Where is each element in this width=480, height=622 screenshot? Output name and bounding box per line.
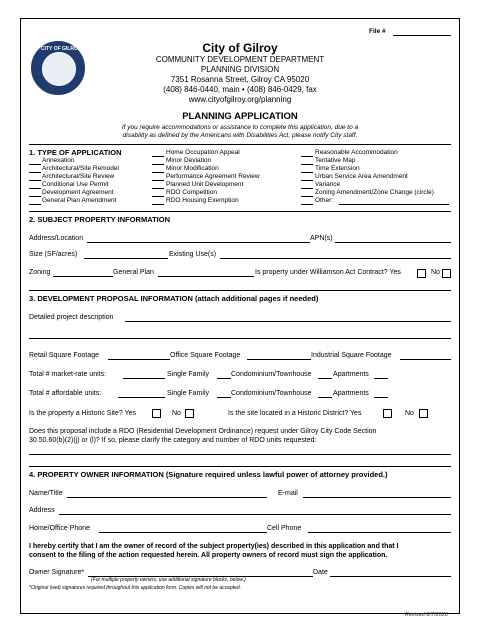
checkbox-line[interactable] [152,172,164,173]
application-form [20,18,460,614]
option-label: RDO Housing Exemption [166,197,239,204]
option-label: Conditional Use Permit [42,181,109,188]
original-signature-note: *Original (wet) signatures required throughout this application form. Copies will not be accepted. [29,585,242,591]
revision-date: Revised 8/7/2026 [405,612,448,618]
affordable-condo-label: Condominium/Townhouse [231,390,312,397]
divider [29,290,451,291]
industrial-sf-label: Industrial Square Footage [311,352,392,359]
size-label: Size (SF/acres) [29,251,78,258]
owner-address-label: Address [29,507,55,514]
market-single-family-field[interactable] [217,378,231,379]
checkbox-line[interactable] [301,196,313,197]
option-label: Planned Unit Development [166,181,244,188]
apn-field[interactable] [335,242,451,243]
historic-site-yes-checkbox[interactable] [152,409,161,418]
market-rate-units-field[interactable] [123,378,165,379]
historic-site-label: Is the property a Historic Site? Yes [29,410,136,417]
section2-title: 2. SUBJECT PROPERTY INFORMATION [29,215,170,224]
city-title: City of Gilroy [202,41,278,55]
checkbox-line[interactable] [152,196,164,197]
affordable-condo-field[interactable] [318,397,332,398]
certification-line1: I hereby certify that I am the owner of record of the subject property(ies) described in this application and that I [29,543,399,550]
divider [29,466,451,467]
historic-site-no-label: No [172,410,181,417]
checkbox-line[interactable] [301,180,313,181]
option-label: Performance Agreement Review [166,173,260,180]
retail-sf-label: Retail Square Footage [29,352,100,359]
section1-title: 1. TYPE OF APPLICATION [29,148,122,157]
signature-date-field[interactable] [330,576,451,577]
option-label: Development Agreement [42,189,114,196]
owner-address-field[interactable] [59,514,451,515]
owner-signature-label: Owner Signature* [29,569,85,576]
williamson-yes-checkbox[interactable] [417,269,426,278]
checkbox-line[interactable] [152,188,164,189]
option-label: Home Occupation Appeal [166,149,240,156]
affordable-units-label: Total # affordable units: [29,390,102,397]
zoning-label: Zoning [29,269,51,276]
checkbox-line[interactable] [152,164,164,165]
multiple-owners-note: (For multiple property owners, use additional signature blocks, below.) [91,577,246,583]
affordable-apartments-field[interactable] [374,397,388,398]
section4-title: 4. PROPERTY OWNER INFORMATION (Signature required unless lawful power of attorney provided.) [29,470,388,479]
office-sf-label: Office Square Footage [170,352,241,359]
owner-name-label: Name/Title [29,490,63,497]
signature-date-label: Date [313,569,328,576]
market-condo-field[interactable] [318,378,332,379]
affordable-units-field[interactable] [118,397,165,398]
ada-notice-line2: disability as defined by the Americans with Disabilities Act, please notify City staff. [122,132,358,139]
williamson-no-checkbox[interactable] [442,269,451,278]
historic-district-no-label: No [405,410,414,417]
option-label: General Plan Amendment [42,197,117,204]
department-website[interactable]: www.cityofgilroy.org/planning [188,95,292,104]
size-field[interactable] [84,258,168,259]
historic-district-no-checkbox[interactable] [419,409,428,418]
section3-title: 3. DEVELOPMENT PROPOSAL INFORMATION (attach additional pages if needed) [29,294,319,303]
option-label: RDO Competition [166,189,217,196]
checkbox-line[interactable] [301,204,313,205]
market-condo-label: Condominium/Townhouse [231,371,312,378]
retail-sf-field[interactable] [108,359,170,360]
option-label: Urban Service Area Amendment [315,173,408,180]
williamson-act-label: Is property under Williamson Act Contract? Yes [255,269,401,276]
existing-use-label: Existing Use(s) [169,251,217,258]
department-name: COMMUNITY DEVELOPMENT DEPARTMENT [155,55,325,64]
other-type-field[interactable] [339,204,449,205]
checkbox-line[interactable] [301,172,313,173]
option-label: Other: [315,197,334,204]
address-label: Address/Location [29,235,84,242]
rdo-answer-field[interactable] [29,454,451,455]
checkbox-line[interactable] [29,204,41,205]
zoning-field[interactable] [53,276,113,277]
file-number-label: File # [369,28,386,35]
williamson-no-label: No [431,269,440,276]
divider [29,211,451,212]
division-name: PLANNING DIVISION [200,65,280,74]
file-number-field[interactable] [393,35,451,36]
option-label: Zoning Amendment/Zone Change (circle) [315,189,434,196]
option-label: Architectural/Site Remodel [42,165,119,172]
owner-email-label: E-mail [278,490,298,497]
option-label: Reasonable Accommodation [315,149,398,156]
office-sf-field[interactable] [247,359,311,360]
apn-label: APN(s) [310,235,333,242]
checkbox-line[interactable] [301,188,313,189]
general-plan-field[interactable] [158,276,254,277]
certification-line2: consent to the filing of the action requested herein. All property owners of record must sign the application. [29,552,388,559]
home-phone-field[interactable] [99,532,267,533]
checkbox-line[interactable] [29,196,41,197]
checkbox-line[interactable] [29,164,41,165]
address-field[interactable] [87,242,310,243]
checkbox-line[interactable] [301,164,313,165]
market-rate-units-label: Total # market-rate units: [29,371,107,378]
option-label: Annexation [42,157,75,164]
department-address: 7351 Rosanna Street, Gilroy CA 95020 [170,75,310,84]
affordable-single-family-label: Single Family [167,390,210,397]
description-field-line2[interactable] [29,338,451,339]
option-label: Variance [315,181,341,188]
ada-notice-line1: If you require accommodations or assistance to complete this application, due to a [121,124,359,131]
department-phone: (408) 846-0440, main • (408) 846-0429, fax [163,85,317,94]
option-label: Architectural/Site Review [42,173,115,180]
existing-use-field[interactable] [220,258,451,259]
option-label: Minor Deviation [166,157,212,164]
checkbox-line[interactable] [301,156,313,157]
general-plan-label: General Plan [113,269,154,276]
owner-name-field[interactable] [67,497,267,498]
detailed-description-label: Detailed project description [29,314,114,321]
option-label: Tentative Map [315,157,356,164]
market-apartments-label: Apartments [333,371,369,378]
home-phone-label: Home/Office Phone [29,525,90,532]
checkbox-line[interactable] [29,188,41,189]
form-title: PLANNING APPLICATION [182,111,298,122]
historic-site-no-checkbox[interactable] [185,409,194,418]
affordable-single-family-field[interactable] [217,397,231,398]
option-label: Time Extension [315,165,360,172]
cell-phone-label: Cell Phone [267,525,302,532]
affordable-apartments-label: Apartments [333,390,369,397]
option-label: Minor Modification [166,165,219,172]
industrial-sf-field[interactable] [400,359,451,360]
divider [29,144,451,145]
seal-top-text: CITY OF GILROY [41,46,82,52]
market-apartments-field[interactable] [374,378,388,379]
historic-district-label: Is the site located in a Historic District? Yes [228,410,362,417]
owner-email-field[interactable] [303,497,451,498]
checkbox-line[interactable] [152,204,164,205]
market-single-family-label: Single Family [167,371,210,378]
checkbox-line[interactable] [152,180,164,181]
checkbox-line[interactable] [152,156,164,157]
historic-district-yes-checkbox[interactable] [383,409,392,418]
rdo-question-line2: 30.50.60(b)(2)(j) or (l)? If so, please clarify the category and number of RDO units requested: [29,437,317,444]
checkbox-line[interactable] [29,180,41,181]
cell-phone-field[interactable] [308,532,451,533]
checkbox-line[interactable] [29,172,41,173]
rdo-question-line1: Does this proposal include a RDO (Residential Development Ordinance) request under Gilroy City Code Section [29,428,377,435]
description-field-line1[interactable] [125,321,451,322]
